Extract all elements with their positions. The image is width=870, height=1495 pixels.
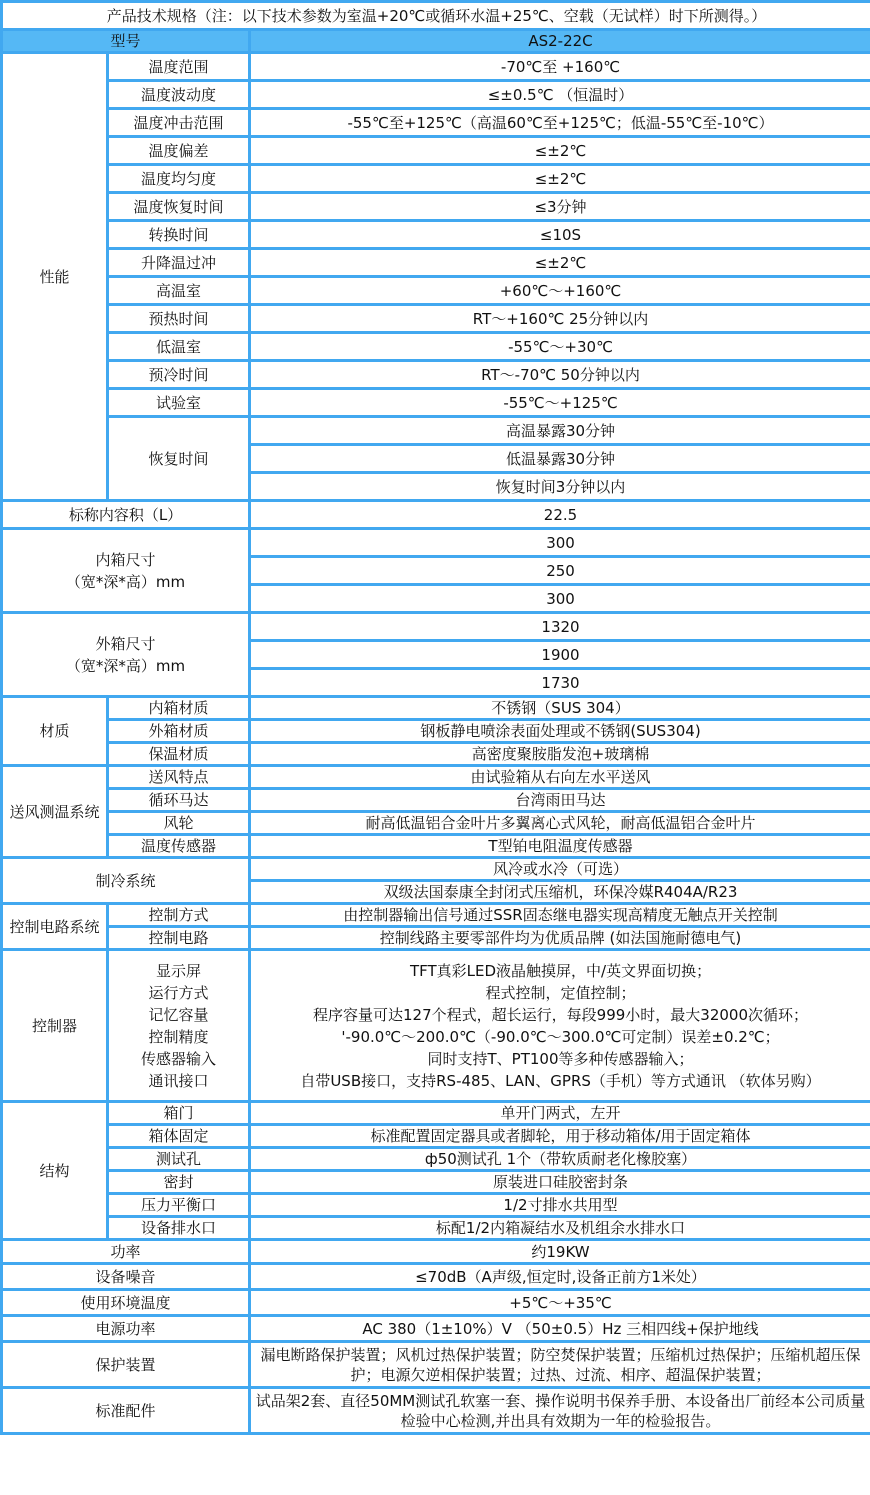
spec-value: 钢板静电喷涂表面处理或不锈钢(SUS304) [250, 720, 870, 743]
spec-value: ≤3分钟 [250, 193, 870, 221]
spec-label: 测试孔 [108, 1148, 250, 1171]
outer-size-row [2, 613, 870, 641]
controller-labels [108, 950, 250, 1102]
performance-row [2, 53, 870, 81]
structure-row [2, 1102, 870, 1125]
structure-row [2, 1217, 870, 1240]
spec-value: 单开门两式，左开 [250, 1102, 870, 1125]
controller-value: 同时支持T、PT100等多种传感器输入； [427, 1049, 694, 1068]
spec-label: 转换时间 [108, 221, 250, 249]
spec-value: RT～+160℃ 25分钟以内 [250, 305, 870, 333]
power-value: 约19KW [250, 1240, 870, 1264]
model-row [2, 30, 870, 53]
spec-value: 控制线路主要零部件均为优质品牌 (如法国施耐德电气) [250, 927, 870, 950]
controller-label: 运行方式 [148, 983, 209, 1002]
spec-value: 1/2寸排水共用型 [250, 1194, 870, 1217]
performance-row [2, 389, 870, 417]
model-label: 型号 [2, 30, 250, 53]
controller-value: 程式控制，定值控制； [485, 983, 636, 1002]
performance-row [2, 137, 870, 165]
spec-value: T型铂电阻温度传感器 [250, 835, 870, 858]
controller-values [250, 950, 870, 1102]
spec-value: -55℃～+125℃ [250, 389, 870, 417]
air-system-row [2, 835, 870, 858]
structure-row [2, 1194, 870, 1217]
spec-label: 压力平衡口 [108, 1194, 250, 1217]
performance-row [2, 193, 870, 221]
inner-size-value: 300 [250, 529, 870, 557]
inner-size-value: 300 [250, 585, 870, 613]
volume-label: 标称内容积（L） [2, 501, 250, 529]
material-row [2, 720, 870, 743]
noise-value: ≤70dB（A声级,恒定时,设备正前方1米处） [250, 1264, 870, 1290]
spec-value: ≤±2℃ [250, 249, 870, 277]
accessories-label: 标准配件 [2, 1388, 250, 1434]
spec-label: 内箱材质 [108, 697, 250, 720]
spec-label: 循环马达 [108, 789, 250, 812]
spec-label: 试验室 [108, 389, 250, 417]
spec-value: -70℃至 +160℃ [250, 53, 870, 81]
recovery-row [2, 417, 870, 445]
env-temp-value: +5℃～+35℃ [250, 1290, 870, 1316]
spec-label: 升降温过冲 [108, 249, 250, 277]
spec-value: 不锈钢（SUS 304） [250, 697, 870, 720]
power-label: 功率 [2, 1240, 250, 1264]
model-value: AS2-22C [250, 30, 870, 53]
table-header: 产品技术规格（注：以下技术参数为室温+20℃或循环水温+25℃、空载（无试样）时下所测得。） [2, 2, 870, 30]
controller-label: 通讯接口 [148, 1071, 209, 1090]
power-supply-value: AC 380（1±10%）V （50±0.5）Hz 三相四线+保护地线 [250, 1316, 870, 1342]
spec-label: 低温室 [108, 333, 250, 361]
outer-size-label [2, 613, 250, 697]
structure-row [2, 1125, 870, 1148]
refrigeration-row [2, 858, 870, 881]
spec-label: 箱体固定 [108, 1125, 250, 1148]
outer-size-value: 1320 [250, 613, 870, 641]
controller-label: 显示屏 [155, 961, 201, 980]
volume-row [2, 501, 870, 529]
spec-label: 温度偏差 [108, 137, 250, 165]
spec-value: 原装进口硅胶密封条 [250, 1171, 870, 1194]
spec-label: 温度波动度 [108, 81, 250, 109]
power-row [2, 1240, 870, 1264]
recovery-value: 恢复时间3分钟以内 [250, 473, 870, 501]
spec-value: ≤±2℃ [250, 165, 870, 193]
spec-value: RT～-70℃ 50分钟以内 [250, 361, 870, 389]
spec-value: 由试验箱从右向左水平送风 [250, 766, 870, 789]
spec-label: 温度均匀度 [108, 165, 250, 193]
performance-row [2, 221, 870, 249]
air-system-row [2, 789, 870, 812]
inner-size-label-line1: 内箱尺寸 [95, 550, 156, 569]
spec-label: 控制电路 [108, 927, 250, 950]
controller-category: 控制器 [2, 950, 108, 1102]
spec-value: ≤10S [250, 221, 870, 249]
controller-label: 传感器输入 [140, 1049, 216, 1068]
air-system-category: 送风测温系统 [2, 766, 108, 858]
controller-label: 记忆容量 [148, 1005, 209, 1024]
spec-label: 温度恢复时间 [108, 193, 250, 221]
inner-size-label-line2: （宽*深*高）mm [65, 572, 186, 591]
material-row [2, 743, 870, 766]
performance-row [2, 109, 870, 137]
spec-label: 高温室 [108, 277, 250, 305]
controller-row [2, 950, 870, 1102]
volume-value: 22.5 [250, 501, 870, 529]
refrigeration-label: 制冷系统 [2, 858, 250, 904]
performance-row [2, 81, 870, 109]
noise-row [2, 1264, 870, 1290]
spec-label: 箱门 [108, 1102, 250, 1125]
inner-size-row [2, 529, 870, 557]
protection-value: 漏电断路保护装置；风机过热保护装置；防空焚保护装置；压缩机过热保护；压缩机超压保护；电源欠逆相保护装置；过热、过流、相序、超温保护装置； [250, 1342, 870, 1388]
spec-value: 由控制器输出信号通过SSR固态继电器实现高精度无触点开关控制 [250, 904, 870, 927]
controller-value: '-90.0℃～200.0℃（-90.0℃～300.0℃可定制）误差±0.2℃； [341, 1027, 780, 1046]
controller-label: 控制精度 [148, 1027, 209, 1046]
structure-category: 结构 [2, 1102, 108, 1240]
performance-row [2, 305, 870, 333]
recovery-value: 高温暴露30分钟 [250, 417, 870, 445]
spec-label: 密封 [108, 1171, 250, 1194]
performance-row [2, 249, 870, 277]
structure-row [2, 1148, 870, 1171]
spec-label: 预热时间 [108, 305, 250, 333]
recovery-value: 低温暴露30分钟 [250, 445, 870, 473]
spec-label: 保温材质 [108, 743, 250, 766]
spec-value: 耐高低温铝合金叶片多翼离心式风轮，耐高低温铝合金叶片 [250, 812, 870, 835]
accessories-value: 试品架2套、直径50MM测试孔软塞一套、操作说明书保养手册、本设备出厂前经本公司质量检验中心检测,并出具有效期为一年的检验报告。 [250, 1388, 870, 1434]
spec-label: 风轮 [108, 812, 250, 835]
spec-value: +60℃～+160℃ [250, 277, 870, 305]
recovery-label: 恢复时间 [108, 417, 250, 501]
controller-value: 程序容量可达127个程式，超长运行，每段999小时，最大32000次循环； [313, 1005, 808, 1024]
refrigeration-value: 双级法国泰康全封闭式压缩机，环保冷媒R404A/R23 [250, 881, 870, 904]
spec-label: 温度传感器 [108, 835, 250, 858]
spec-label: 控制方式 [108, 904, 250, 927]
control-circuit-row [2, 904, 870, 927]
header-row [2, 2, 870, 30]
spec-value: 高密度聚胺脂发泡+玻璃棉 [250, 743, 870, 766]
protection-label: 保护装置 [2, 1342, 250, 1388]
spec-value: 标准配置固定器具或者脚轮，用于移动箱体/用于固定箱体 [250, 1125, 870, 1148]
spec-label: 外箱材质 [108, 720, 250, 743]
outer-size-value: 1900 [250, 641, 870, 669]
protection-row [2, 1342, 870, 1388]
inner-size-label [2, 529, 250, 613]
inner-size-value: 250 [250, 557, 870, 585]
performance-row [2, 361, 870, 389]
spec-value: 台湾雨田马达 [250, 789, 870, 812]
spec-label: 送风特点 [108, 766, 250, 789]
structure-row [2, 1171, 870, 1194]
power-supply-label: 电源功率 [2, 1316, 250, 1342]
spec-value: ≤±0.5℃ （恒温时） [250, 81, 870, 109]
power-supply-row [2, 1316, 870, 1342]
air-system-row [2, 766, 870, 789]
spec-value: ≤±2℃ [250, 137, 870, 165]
spec-value: -55℃至+125℃（高温60℃至+125℃；低温-55℃至-10℃） [250, 109, 870, 137]
controller-value: TFT真彩LED液晶触摸屏，中/英文界面切换； [409, 961, 712, 980]
accessories-row [2, 1388, 870, 1434]
noise-label: 设备噪音 [2, 1264, 250, 1290]
outer-size-value: 1730 [250, 669, 870, 697]
spec-label: 温度范围 [108, 53, 250, 81]
performance-row [2, 165, 870, 193]
spec-value: -55℃～+30℃ [250, 333, 870, 361]
material-category: 材质 [2, 697, 108, 766]
outer-size-label-line2: （宽*深*高）mm [65, 656, 186, 675]
outer-size-label-line1: 外箱尺寸 [95, 634, 156, 653]
spec-value: ф50测试孔 1个（带软质耐老化橡胶塞） [250, 1148, 870, 1171]
spec-label: 设备排水口 [108, 1217, 250, 1240]
controller-value: 自带USB接口，支持RS-485、LAN、GPRS（手机）等方式通讯 （软体另购） [300, 1071, 821, 1090]
performance-category: 性能 [2, 53, 108, 501]
performance-row [2, 333, 870, 361]
control-circuit-row [2, 927, 870, 950]
refrigeration-value: 风冷或水冷（可选） [250, 858, 870, 881]
spec-label: 预冷时间 [108, 361, 250, 389]
spec-label: 温度冲击范围 [108, 109, 250, 137]
env-temp-row [2, 1290, 870, 1316]
env-temp-label: 使用环境温度 [2, 1290, 250, 1316]
material-row [2, 697, 870, 720]
air-system-row [2, 812, 870, 835]
control-circuit-category: 控制电路系统 [2, 904, 108, 950]
spec-value: 标配1/2内箱凝结水及机组余水排水口 [250, 1217, 870, 1240]
performance-row [2, 277, 870, 305]
